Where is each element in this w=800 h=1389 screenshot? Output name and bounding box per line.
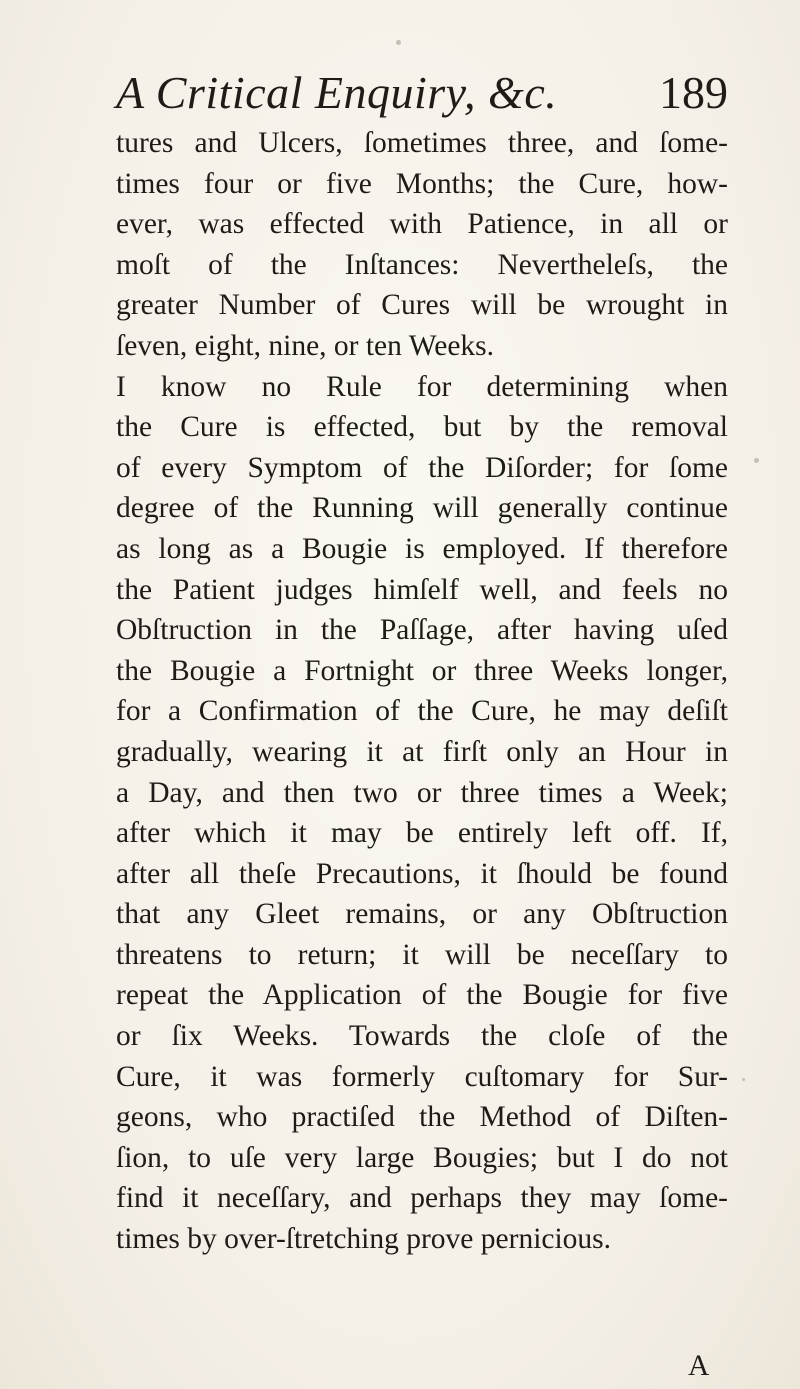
paper-speck [742, 1078, 745, 1081]
text-line: ſion, to uſe very large Bougies; but I do not [116, 1141, 728, 1174]
text-line: ever, was effected with Patience, in all or [116, 208, 728, 241]
text-line: repeat the Application of the Bougie for five [116, 979, 728, 1012]
text-line: ſeven, eight, nine, or ten Weeks. [116, 329, 495, 362]
text-line: geons, who practiſed the Method of Diſten- [116, 1101, 728, 1134]
text-line: or ſix Weeks. Towards the cloſe of the [116, 1020, 728, 1053]
text-line: degree of the Running will generally continue [116, 492, 728, 525]
page-number: 189 [659, 67, 728, 118]
text-line: threatens to return; it will be neceſſary to [116, 938, 728, 971]
catchword: A [688, 1350, 710, 1382]
text-line: times four or five Months; the Cure, how- [116, 167, 728, 200]
text-line: a Day, and then two or three times a Week; [116, 776, 728, 809]
text-line: tures and Ulcers, ſometimes three, and ſome- [116, 127, 728, 159]
text-line: the Patient judges himſelf well, and feels no [116, 573, 728, 606]
text-line: as long as a Bougie is employed. If therefore [116, 532, 728, 565]
text-line: gradually, wearing it at firſt only an Hour in [116, 735, 728, 768]
text-line: of every Symptom of the Diſorder; for ſome [116, 451, 728, 484]
text-line: that any Gleet remains, or any Obſtruction [116, 898, 728, 931]
text-line: I know no Rule for determining when [116, 370, 728, 403]
text-line: after which it may be entirely left off. If, [116, 817, 728, 850]
text-line: the Bougie a Fortnight or three Weeks longer, [116, 654, 728, 687]
paper-speck [754, 458, 759, 463]
running-head: A Critical Enquiry, &c. [116, 67, 558, 118]
text-line: Obſtruction in the Paſſage, after having uſed [116, 614, 728, 647]
text-line: for a Confirmation of the Cure, he may deſiſt [116, 695, 728, 728]
text-line: Cure, it was formerly cuſtomary for Sur- [116, 1060, 728, 1093]
text-line: the Cure is effected, but by the removal [116, 411, 728, 444]
text-line: greater Number of Cures will be wrought in [116, 289, 728, 322]
text-line: times by over-ſtretching prove pernicious. [116, 1223, 612, 1256]
page-header [116, 66, 728, 126]
paper-speck [396, 40, 401, 45]
text-line: after all theſe Precautions, it ſhould be found [116, 857, 728, 890]
text-line: moſt of the Inſtances: Nevertheleſs, the [116, 248, 728, 281]
body-text [116, 123, 728, 1260]
text-line: find it neceſſary, and perhaps they may ſome- [116, 1182, 728, 1215]
